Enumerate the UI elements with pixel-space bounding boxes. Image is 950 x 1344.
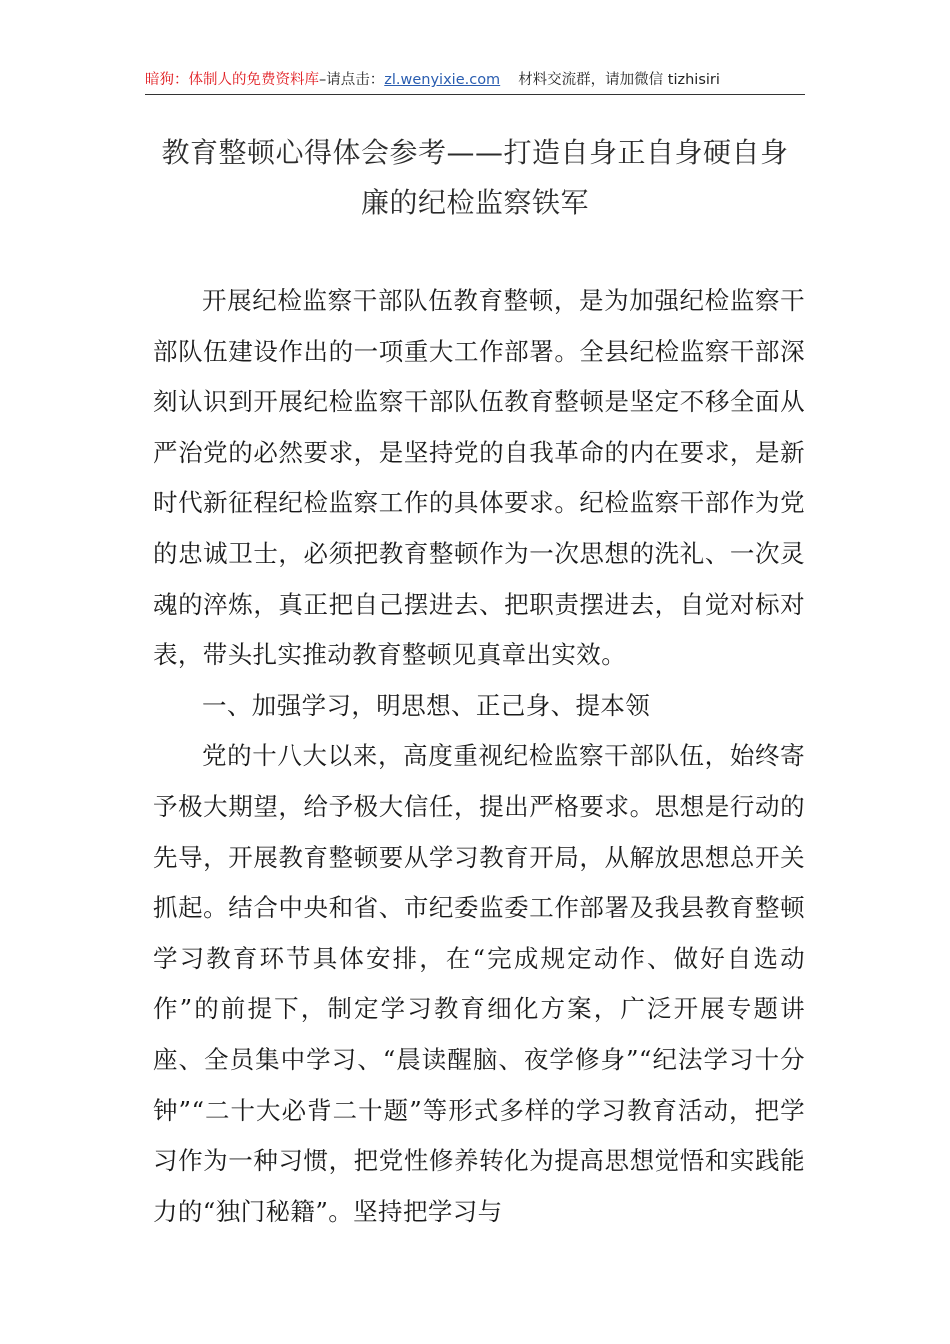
header-prefix: 暗狗：体制人的免费资料库 xyxy=(145,72,319,88)
paragraph-2: 党的十八大以来，高度重视纪检监察干部队伍，始终寄予极大期望，给予极大信任，提出严格要求。思想是行动的先导，开展教育整顿要从学习教育开局，从解放思想总开关抓起。结合中央和省、市纪委监委工作部署及我县教育整顿学习教育环节具体安排，在“完成规定动作、做好自选动作”的前提下，制定学习教育细化方案，广泛开展专题讲座、全员集中学习、“晨读醒脑、夜学修身”“纪法学习十分钟”“二十大必背二十题”等形式多样的学习教育活动，把学习作为一种习惯，把党性修养转化为提高思想觉悟和实践能力的“独门秘籍”。坚持把学习与 xyxy=(153,741,805,1226)
title-line-1: 教育整顿心得体会参考——打造自身正自身硬自身 xyxy=(161,136,789,169)
document-title xyxy=(145,128,805,228)
header-contact: 材料交流群，请加微信 tizhisiri xyxy=(518,72,720,88)
document-body xyxy=(153,276,805,1237)
header-click-label: –请点击： xyxy=(319,72,385,88)
section-heading-1: 一、加强学习，明思想、正己身、提本领 xyxy=(202,690,651,720)
paragraph-1: 开展纪检监察干部队伍教育整顿，是为加强纪检监察干部队伍建设作出的一项重大工作部署。全县纪检监察干部深刻认识到开展纪检监察干部队伍教育整顿是坚定不移全面从严治党的必然要求，是坚持党的自我革命的内在要求，是新时代新征程纪检监察工作的具体要求。纪检监察干部作为党的忠诚卫士，必须把教育整顿作为一次思想的洗礼、一次灵魂的淬炼，真正把自己摆进去、把职责摆进去，自觉对标对表，带头扎实推动教育整顿见真章出实效。 xyxy=(153,286,805,670)
header-link[interactable]: zl.wenyixie.com xyxy=(384,72,501,88)
page-header xyxy=(145,68,805,95)
title-line-2: 廉的纪检监察铁军 xyxy=(360,186,589,219)
